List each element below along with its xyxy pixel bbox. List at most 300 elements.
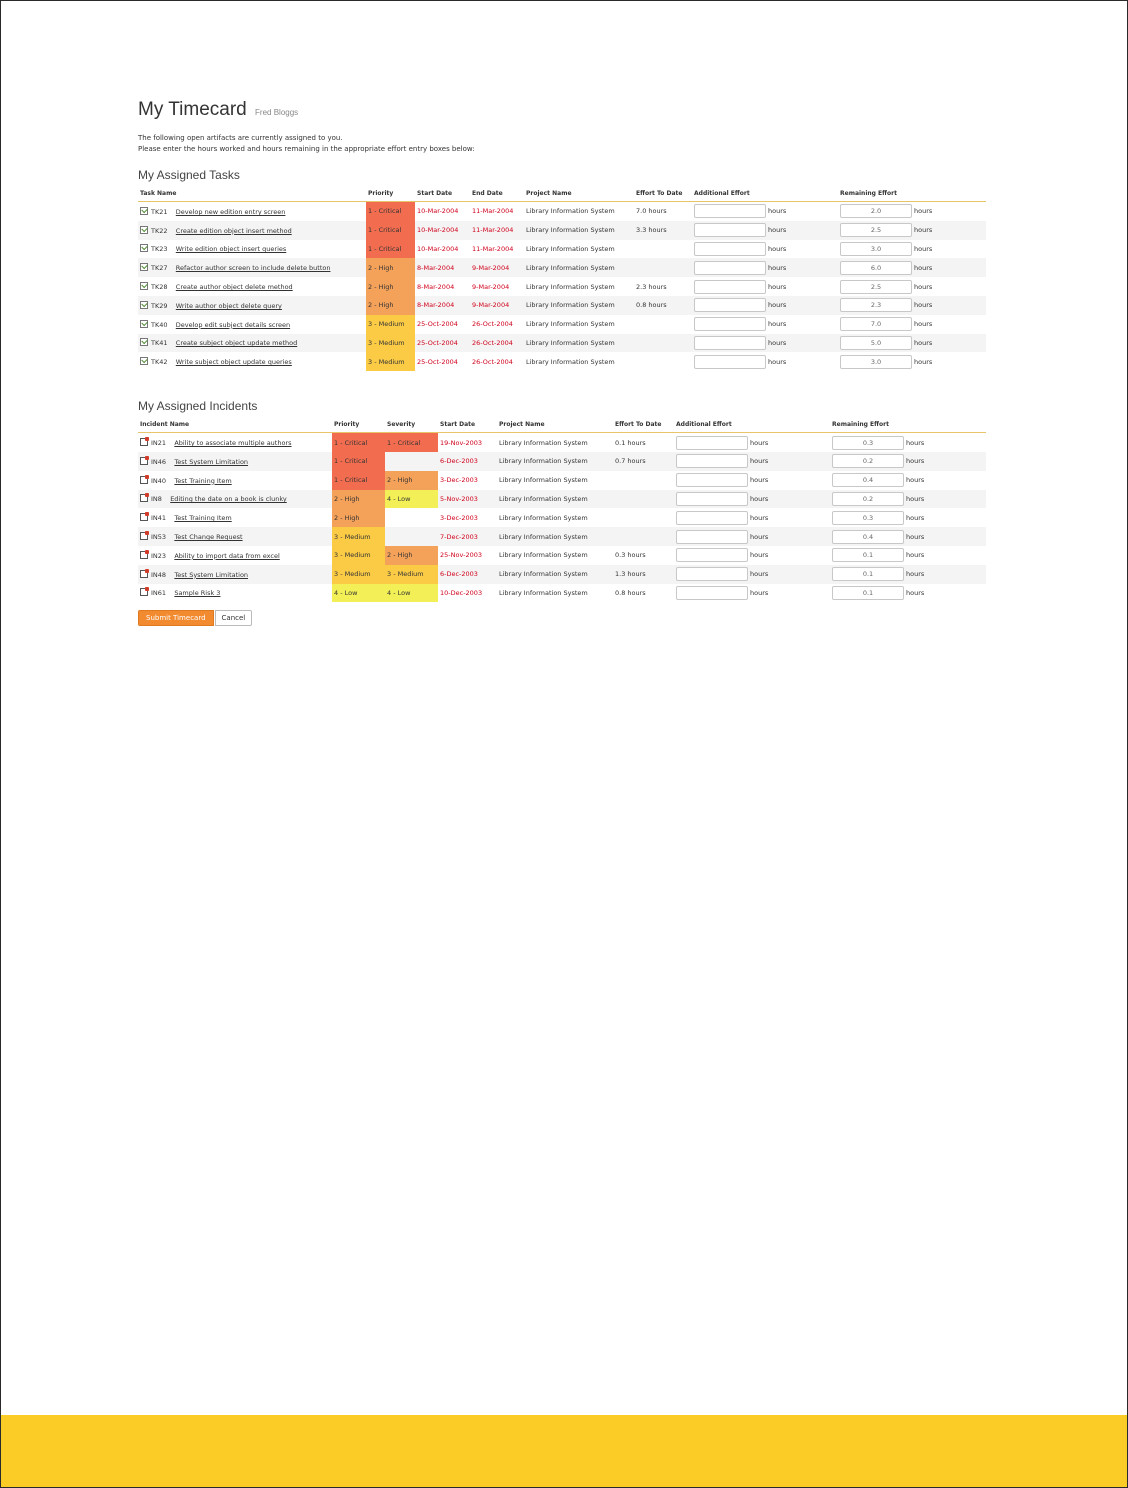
additional-effort-cell bbox=[674, 565, 830, 584]
artifact-link[interactable]: Test Training Item bbox=[174, 514, 232, 523]
priority-cell: 1 - Critical bbox=[332, 471, 385, 490]
hours-unit: hours bbox=[750, 588, 769, 597]
hours-unit: hours bbox=[914, 282, 933, 291]
additional-effort-input[interactable] bbox=[694, 355, 766, 369]
severity-cell bbox=[385, 452, 438, 471]
hours-unit: hours bbox=[906, 476, 925, 485]
severity-cell: 2 - High bbox=[385, 471, 438, 490]
name-cell bbox=[138, 490, 332, 509]
remaining-effort-cell bbox=[830, 565, 986, 584]
column-header: Priority bbox=[332, 419, 385, 433]
effort-to-date-cell: 0.1 hours bbox=[615, 438, 646, 447]
remaining-effort-input[interactable] bbox=[840, 355, 912, 369]
priority-cell: 1 - Critical bbox=[366, 221, 415, 240]
name-cell bbox=[138, 315, 366, 334]
task-row bbox=[138, 352, 986, 371]
hours-unit: hours bbox=[914, 244, 933, 253]
start-date-cell: 7-Dec-2003 bbox=[438, 527, 497, 546]
additional-effort-input[interactable] bbox=[676, 473, 748, 487]
remaining-effort-cell bbox=[838, 258, 986, 277]
additional-effort-input[interactable] bbox=[694, 317, 766, 331]
task-row bbox=[138, 202, 986, 221]
name-cell bbox=[138, 221, 366, 240]
task-icon bbox=[140, 244, 148, 252]
incident-icon bbox=[140, 457, 148, 465]
hours-unit: hours bbox=[768, 320, 787, 329]
start-date-cell: 10-Dec-2003 bbox=[440, 588, 483, 597]
artifact-id: TK22 bbox=[151, 226, 168, 235]
hours-unit: hours bbox=[768, 338, 787, 347]
additional-effort-input[interactable] bbox=[676, 454, 748, 468]
task-row bbox=[138, 258, 986, 277]
artifact-link[interactable]: Sample Risk 3 bbox=[174, 589, 221, 598]
tasks-table bbox=[138, 188, 986, 371]
name-cell bbox=[138, 433, 332, 452]
additional-effort-cell bbox=[692, 277, 838, 296]
column-header: Additional Effort bbox=[674, 419, 830, 433]
incident-row bbox=[138, 565, 986, 584]
effort-to-date-cell bbox=[613, 490, 674, 509]
name-cell bbox=[138, 546, 332, 565]
start-date-cell: 3-Dec-2003 bbox=[440, 513, 478, 522]
task-row bbox=[138, 221, 986, 240]
incident-icon bbox=[140, 494, 148, 502]
priority-cell: 3 - Medium bbox=[332, 527, 385, 546]
task-icon bbox=[140, 263, 148, 271]
artifact-link[interactable]: Create subject object update method bbox=[175, 339, 298, 348]
incident-icon bbox=[140, 513, 148, 521]
additional-effort-cell bbox=[674, 490, 830, 509]
artifact-id: IN46 bbox=[151, 457, 167, 466]
remaining-effort-input[interactable] bbox=[832, 548, 904, 562]
priority-cell: 1 - Critical bbox=[366, 202, 415, 221]
hours-unit: hours bbox=[906, 570, 925, 579]
footer-band bbox=[1, 1415, 1127, 1487]
incidents-body bbox=[138, 433, 986, 603]
name-cell bbox=[138, 527, 332, 546]
remaining-effort-cell bbox=[838, 240, 986, 259]
effort-to-date-cell: 3.3 hours bbox=[634, 221, 692, 240]
artifact-id: IN53 bbox=[151, 533, 167, 542]
remaining-effort-cell bbox=[838, 277, 986, 296]
incident-icon bbox=[140, 438, 148, 446]
additional-effort-input[interactable] bbox=[694, 261, 766, 275]
artifact-link[interactable]: Refactor author screen to include delete button bbox=[175, 264, 331, 273]
remaining-effort-input[interactable] bbox=[840, 204, 912, 218]
additional-effort-cell bbox=[692, 240, 838, 259]
task-row bbox=[138, 296, 986, 315]
end-date-cell: 9-Mar-2004 bbox=[472, 282, 510, 291]
start-date-cell: 10-Mar-2004 bbox=[417, 244, 459, 253]
artifact-link[interactable]: Create author object delete method bbox=[175, 283, 293, 292]
name-cell bbox=[138, 240, 366, 259]
incident-icon bbox=[140, 551, 148, 559]
priority-cell: 2 - High bbox=[366, 296, 415, 315]
artifact-id: IN21 bbox=[151, 439, 167, 448]
artifact-id: TK42 bbox=[151, 358, 168, 367]
artifact-link[interactable]: Develop edit subject details screen bbox=[175, 320, 291, 329]
intro-text bbox=[138, 133, 986, 155]
effort-to-date-cell bbox=[634, 352, 692, 371]
remaining-effort-cell bbox=[838, 202, 986, 221]
end-date-cell: 26-Oct-2004 bbox=[470, 334, 524, 353]
severity-cell: 1 - Critical bbox=[385, 433, 438, 452]
hours-unit: hours bbox=[914, 357, 933, 366]
remaining-effort-input[interactable] bbox=[832, 567, 904, 581]
project-cell: Library Information System bbox=[526, 357, 615, 366]
project-cell: Library Information System bbox=[524, 334, 634, 353]
remaining-effort-input[interactable] bbox=[832, 454, 904, 468]
artifact-link[interactable]: Ability to import data from excel bbox=[174, 551, 280, 560]
priority-cell: 3 - Medium bbox=[366, 352, 415, 371]
artifact-id: TK28 bbox=[151, 283, 168, 292]
priority-cell: 2 - High bbox=[366, 277, 415, 296]
remaining-effort-cell bbox=[830, 584, 986, 603]
remaining-effort-input[interactable] bbox=[832, 530, 904, 544]
column-header: Incident Name bbox=[138, 419, 332, 433]
incidents-header-row bbox=[138, 419, 986, 433]
remaining-effort-cell bbox=[838, 315, 986, 334]
task-row bbox=[138, 315, 986, 334]
column-header: Start Date bbox=[415, 188, 470, 202]
end-date-cell: 26-Oct-2004 bbox=[472, 320, 513, 329]
artifact-id: TK23 bbox=[151, 245, 168, 254]
additional-effort-input[interactable] bbox=[676, 511, 748, 525]
remaining-effort-cell bbox=[830, 546, 986, 565]
project-cell: Library Information System bbox=[497, 565, 613, 584]
effort-to-date-cell: 0.7 hours bbox=[613, 452, 674, 471]
additional-effort-input[interactable] bbox=[694, 336, 766, 350]
remaining-effort-input[interactable] bbox=[832, 473, 904, 487]
effort-to-date-cell bbox=[634, 334, 692, 353]
remaining-effort-input[interactable] bbox=[840, 242, 912, 256]
additional-effort-input[interactable] bbox=[676, 530, 748, 544]
hours-unit: hours bbox=[914, 226, 933, 235]
additional-effort-input[interactable] bbox=[694, 280, 766, 294]
artifact-id: IN41 bbox=[151, 514, 167, 523]
start-date-cell: 25-Oct-2004 bbox=[415, 334, 470, 353]
severity-cell: 4 - Low bbox=[385, 490, 438, 509]
intro-line-2: Please enter the hours worked and hours remaining in the appropriate effort entry boxes below: bbox=[138, 145, 475, 153]
name-cell bbox=[138, 296, 366, 315]
column-header: Severity bbox=[385, 419, 438, 433]
effort-to-date-cell: 1.3 hours bbox=[613, 565, 674, 584]
column-header: Additional Effort bbox=[692, 188, 838, 202]
project-cell: Library Information System bbox=[526, 320, 615, 329]
effort-to-date-cell bbox=[613, 508, 674, 527]
hours-unit: hours bbox=[750, 438, 769, 447]
form-actions bbox=[138, 610, 986, 626]
start-date-cell: 6-Dec-2003 bbox=[438, 565, 497, 584]
additional-effort-cell bbox=[692, 334, 838, 353]
name-cell bbox=[138, 202, 366, 221]
column-header: Project Name bbox=[497, 419, 613, 433]
effort-to-date-cell: 0.8 hours bbox=[615, 588, 646, 597]
project-cell: Library Information System bbox=[499, 438, 588, 447]
artifact-id: IN23 bbox=[151, 551, 167, 560]
remaining-effort-cell bbox=[838, 221, 986, 240]
name-cell bbox=[138, 471, 332, 490]
artifact-id: IN40 bbox=[151, 476, 167, 485]
effort-to-date-cell: 7.0 hours bbox=[636, 207, 667, 216]
incident-icon bbox=[140, 588, 148, 596]
project-cell: Library Information System bbox=[524, 221, 634, 240]
additional-effort-cell bbox=[692, 352, 838, 371]
priority-cell: 3 - Medium bbox=[366, 334, 415, 353]
remaining-effort-cell bbox=[838, 352, 986, 371]
remaining-effort-input[interactable] bbox=[840, 336, 912, 350]
effort-to-date-cell: 0.8 hours bbox=[634, 296, 692, 315]
incidents-table bbox=[138, 419, 986, 602]
artifact-id: TK21 bbox=[151, 207, 168, 216]
tasks-body bbox=[138, 202, 986, 372]
severity-cell: 4 - Low bbox=[385, 584, 438, 603]
name-cell bbox=[138, 277, 366, 296]
additional-effort-cell bbox=[674, 433, 830, 452]
remaining-effort-cell bbox=[838, 296, 986, 315]
start-date-cell: 25-Nov-2003 bbox=[440, 551, 483, 560]
column-header: Priority bbox=[366, 188, 415, 202]
effort-to-date-cell bbox=[634, 315, 692, 334]
end-date-cell: 11-Mar-2004 bbox=[470, 221, 524, 240]
hours-unit: hours bbox=[906, 438, 925, 447]
hours-unit: hours bbox=[914, 320, 933, 329]
name-cell bbox=[138, 352, 366, 371]
additional-effort-input[interactable] bbox=[694, 242, 766, 256]
additional-effort-input[interactable] bbox=[694, 298, 766, 312]
task-icon bbox=[140, 301, 148, 309]
remaining-effort-cell bbox=[838, 334, 986, 353]
remaining-effort-input[interactable] bbox=[840, 317, 912, 331]
additional-effort-cell bbox=[674, 452, 830, 471]
name-cell bbox=[138, 334, 366, 353]
artifact-id: IN48 bbox=[151, 570, 167, 579]
hours-unit: hours bbox=[750, 513, 769, 522]
priority-cell: 1 - Critical bbox=[366, 240, 415, 259]
hours-unit: hours bbox=[750, 570, 769, 579]
remaining-effort-cell bbox=[830, 508, 986, 527]
priority-cell: 1 - Critical bbox=[332, 433, 385, 452]
start-date-cell: 19-Nov-2003 bbox=[440, 438, 483, 447]
severity-cell bbox=[385, 508, 438, 527]
hours-unit: hours bbox=[768, 244, 787, 253]
artifact-link[interactable]: Write subject object update queries bbox=[175, 358, 292, 367]
task-icon bbox=[140, 320, 148, 328]
hours-unit: hours bbox=[906, 457, 925, 466]
additional-effort-input[interactable] bbox=[694, 223, 766, 237]
project-cell: Library Information System bbox=[524, 258, 634, 277]
tasks-header-row bbox=[138, 188, 986, 202]
effort-to-date-cell bbox=[613, 527, 674, 546]
additional-effort-cell bbox=[692, 221, 838, 240]
hours-unit: hours bbox=[906, 532, 925, 541]
incident-row bbox=[138, 508, 986, 527]
start-date-cell: 10-Mar-2004 bbox=[417, 207, 459, 216]
name-cell bbox=[138, 258, 366, 277]
task-icon bbox=[140, 226, 148, 234]
hours-unit: hours bbox=[768, 263, 787, 272]
incident-icon bbox=[140, 476, 148, 484]
additional-effort-cell bbox=[674, 546, 830, 565]
incident-row bbox=[138, 471, 986, 490]
remaining-effort-input[interactable] bbox=[840, 280, 912, 294]
remaining-effort-input[interactable] bbox=[840, 261, 912, 275]
effort-to-date-cell bbox=[634, 258, 692, 277]
incident-row bbox=[138, 490, 986, 509]
effort-to-date-cell: 2.3 hours bbox=[636, 282, 667, 291]
project-cell: Library Information System bbox=[499, 588, 588, 597]
start-date-cell: 25-Oct-2004 bbox=[417, 357, 458, 366]
submit-timecard-button[interactable]: Submit Timecard bbox=[138, 610, 214, 626]
additional-effort-input[interactable] bbox=[676, 548, 748, 562]
tasks-heading: My Assigned Tasks bbox=[138, 168, 240, 182]
additional-effort-cell bbox=[692, 258, 838, 277]
task-row bbox=[138, 240, 986, 259]
hours-unit: hours bbox=[906, 494, 925, 503]
priority-cell: 3 - Medium bbox=[332, 565, 385, 584]
effort-to-date-cell: 0.3 hours bbox=[615, 551, 646, 560]
remaining-effort-input[interactable] bbox=[840, 223, 912, 237]
remaining-effort-cell bbox=[830, 471, 986, 490]
hours-unit: hours bbox=[768, 357, 787, 366]
priority-cell: 2 - High bbox=[332, 490, 385, 509]
task-icon bbox=[140, 357, 148, 365]
artifact-link[interactable]: Write edition object insert queries bbox=[175, 245, 287, 254]
project-cell: Library Information System bbox=[497, 490, 613, 509]
priority-cell: 3 - Medium bbox=[366, 315, 415, 334]
project-cell: Library Information System bbox=[497, 452, 613, 471]
effort-to-date-cell bbox=[613, 471, 674, 490]
artifact-id: TK41 bbox=[151, 339, 168, 348]
remaining-effort-cell bbox=[830, 527, 986, 546]
hours-unit: hours bbox=[750, 551, 769, 560]
hours-unit: hours bbox=[750, 532, 769, 541]
priority-cell: 4 - Low bbox=[332, 584, 385, 603]
page-title-text: My Timecard bbox=[138, 99, 247, 120]
priority-cell: 2 - High bbox=[332, 508, 385, 527]
additional-effort-cell bbox=[692, 296, 838, 315]
additional-effort-cell bbox=[674, 471, 830, 490]
hours-unit: hours bbox=[914, 338, 933, 347]
incident-row bbox=[138, 527, 986, 546]
incident-row bbox=[138, 433, 986, 452]
priority-cell: 3 - Medium bbox=[332, 546, 385, 565]
project-cell: Library Information System bbox=[499, 551, 588, 560]
hours-unit: hours bbox=[750, 494, 769, 503]
end-date-cell: 9-Mar-2004 bbox=[470, 258, 524, 277]
hours-unit: hours bbox=[906, 513, 925, 522]
task-icon bbox=[140, 207, 148, 215]
artifact-id: TK27 bbox=[151, 264, 168, 273]
severity-cell bbox=[385, 527, 438, 546]
priority-cell: 2 - High bbox=[366, 258, 415, 277]
hours-unit: hours bbox=[914, 263, 933, 272]
hours-unit: hours bbox=[906, 551, 925, 560]
remaining-effort-input[interactable] bbox=[832, 492, 904, 506]
start-date-cell: 25-Oct-2004 bbox=[417, 320, 458, 329]
start-date-cell: 8-Mar-2004 bbox=[417, 282, 455, 291]
project-cell: Library Information System bbox=[497, 527, 613, 546]
additional-effort-input[interactable] bbox=[676, 586, 748, 600]
remaining-effort-input[interactable] bbox=[832, 436, 904, 450]
incidents-heading: My Assigned Incidents bbox=[138, 399, 258, 414]
start-date-cell: 5-Nov-2003 bbox=[438, 490, 497, 509]
column-header: Remaining Effort bbox=[830, 419, 986, 433]
severity-cell: 3 - Medium bbox=[385, 565, 438, 584]
additional-effort-input[interactable] bbox=[694, 204, 766, 218]
hours-unit: hours bbox=[750, 457, 769, 466]
start-date-cell: 8-Mar-2004 bbox=[415, 296, 470, 315]
project-cell: Library Information System bbox=[524, 296, 634, 315]
artifact-link[interactable]: Create edition object insert method bbox=[175, 226, 292, 235]
artifact-link[interactable]: Test System Limitation bbox=[174, 570, 249, 579]
incident-icon bbox=[140, 570, 148, 578]
artifact-link[interactable]: Write author object delete query bbox=[175, 301, 282, 310]
name-cell bbox=[138, 565, 332, 584]
name-cell bbox=[138, 584, 332, 603]
end-date-cell: 11-Mar-2004 bbox=[472, 244, 514, 253]
project-cell: Library Information System bbox=[499, 513, 588, 522]
hours-unit: hours bbox=[750, 476, 769, 485]
intro-line-1: The following open artifacts are currently assigned to you. bbox=[138, 134, 343, 142]
hours-unit: hours bbox=[768, 301, 787, 310]
effort-to-date-cell bbox=[634, 240, 692, 259]
remaining-effort-cell bbox=[830, 490, 986, 509]
project-cell: Library Information System bbox=[499, 476, 588, 485]
priority-cell: 1 - Critical bbox=[332, 452, 385, 471]
remaining-effort-input[interactable] bbox=[832, 586, 904, 600]
task-row bbox=[138, 277, 986, 296]
artifact-link[interactable]: Editing the date on a book is clunky bbox=[170, 495, 287, 504]
incident-icon bbox=[140, 532, 148, 540]
end-date-cell: 11-Mar-2004 bbox=[472, 207, 514, 216]
end-date-cell: 9-Mar-2004 bbox=[470, 296, 524, 315]
cancel-button[interactable]: Cancel bbox=[215, 610, 253, 626]
column-header: End Date bbox=[470, 188, 524, 202]
artifact-link[interactable]: Develop new edition entry screen bbox=[175, 207, 286, 216]
name-cell bbox=[138, 452, 332, 471]
project-cell: Library Information System bbox=[526, 282, 615, 291]
remaining-effort-cell bbox=[830, 433, 986, 452]
additional-effort-cell bbox=[674, 584, 830, 603]
column-header: Effort To Date bbox=[613, 419, 674, 433]
additional-effort-input[interactable] bbox=[676, 436, 748, 450]
artifact-link[interactable]: Test Change Request bbox=[174, 533, 243, 542]
task-icon bbox=[140, 282, 148, 290]
artifact-id: TK40 bbox=[151, 320, 168, 329]
remaining-effort-input[interactable] bbox=[840, 298, 912, 312]
artifact-link[interactable]: Ability to associate multiple authors bbox=[174, 439, 292, 448]
artifact-link[interactable]: Test System Limitation bbox=[174, 457, 249, 466]
artifact-id: IN61 bbox=[151, 589, 167, 598]
hours-unit: hours bbox=[906, 588, 925, 597]
start-date-cell: 6-Dec-2003 bbox=[438, 452, 497, 471]
additional-effort-input[interactable] bbox=[676, 567, 748, 581]
column-header: Remaining Effort bbox=[838, 188, 986, 202]
page-title bbox=[138, 99, 986, 124]
column-header: Effort To Date bbox=[634, 188, 692, 202]
artifact-link[interactable]: Test Training Item bbox=[174, 476, 232, 485]
end-date-cell: 26-Oct-2004 bbox=[472, 357, 513, 366]
incident-row bbox=[138, 584, 986, 603]
artifact-id: IN8 bbox=[151, 495, 162, 504]
additional-effort-input[interactable] bbox=[676, 492, 748, 506]
artifact-id: TK29 bbox=[151, 301, 168, 310]
project-cell: Library Information System bbox=[526, 207, 615, 216]
hours-unit: hours bbox=[914, 301, 933, 310]
remaining-effort-input[interactable] bbox=[832, 511, 904, 525]
task-icon bbox=[140, 338, 148, 346]
